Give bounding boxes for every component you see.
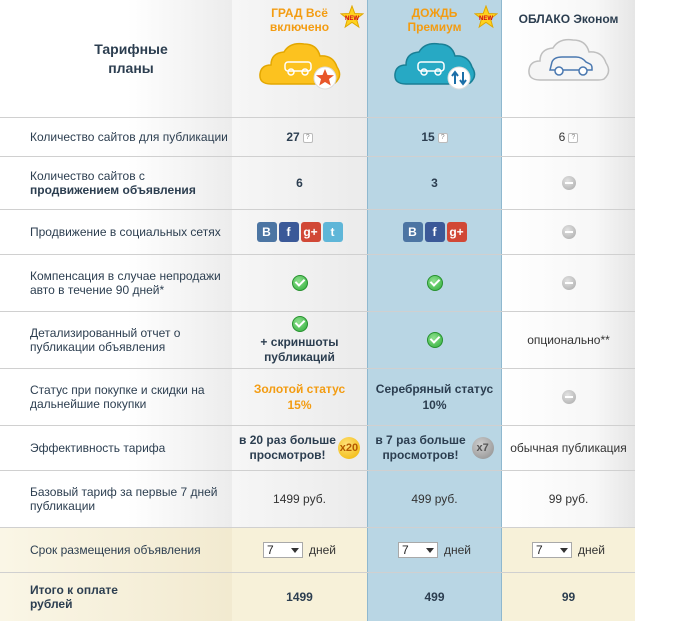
chevron-down-icon (560, 548, 568, 553)
svg-text:NEW: NEW (479, 16, 493, 22)
cell: Золотой статус 15% (232, 369, 367, 425)
cell (502, 369, 635, 425)
google-plus-icon[interactable]: g+ (301, 222, 321, 242)
vk-icon[interactable]: B (403, 222, 423, 242)
cell (232, 255, 367, 311)
table-row (0, 254, 635, 311)
cell: 3 (367, 157, 502, 209)
title-line-2: планы (108, 59, 154, 76)
table-row (0, 425, 635, 470)
facebook-icon[interactable]: f (425, 222, 445, 242)
svg-text:NEW: NEW (345, 16, 359, 22)
help-icon[interactable]: ? (438, 133, 448, 143)
cell: 6 (232, 157, 367, 209)
cell: 15 ? (367, 118, 502, 156)
table-row (0, 470, 635, 527)
header-row (0, 0, 635, 117)
cloud-car-icon (526, 34, 612, 86)
facebook-icon[interactable]: f (279, 222, 299, 242)
table-row (0, 156, 635, 209)
cloud-car-rain-icon (392, 38, 478, 90)
cell: 7 дней (502, 528, 635, 572)
check-icon (427, 332, 443, 348)
row-label: Эффективность тарифа (0, 426, 232, 470)
cell: + скриншоты публикаций (232, 312, 367, 368)
chevron-down-icon (291, 548, 299, 553)
check-icon (427, 275, 443, 291)
cell (232, 210, 367, 254)
new-star-icon (474, 5, 498, 29)
cell: в 20 раз больше просмотров! x20 (232, 426, 367, 470)
cell: 499 (367, 573, 502, 621)
cell: 6 ? (502, 118, 635, 156)
cloud-car-star-icon (257, 38, 343, 90)
row-label: Продвижение в социальных сетях (0, 210, 232, 254)
cell: 99 (502, 573, 635, 621)
cell (502, 255, 635, 311)
cell (367, 210, 502, 254)
table-row (0, 368, 635, 425)
cell: 1499 (232, 573, 367, 621)
cell: в 7 раз больше просмотров! x7 (367, 426, 502, 470)
cell: 99 руб. (502, 471, 635, 527)
check-icon (292, 316, 308, 332)
cell: 7 дней (367, 528, 502, 572)
x20-badge: x20 (338, 437, 360, 459)
minus-icon (562, 276, 576, 290)
help-icon[interactable]: ? (568, 133, 578, 143)
row-label: Количество сайтов для публикации (0, 118, 232, 156)
cell (367, 312, 502, 368)
term-select[interactable]: 7 (263, 542, 303, 558)
cell (502, 157, 635, 209)
cell: обычная публикация (502, 426, 635, 470)
cell (502, 210, 635, 254)
table-title (0, 0, 232, 117)
term-select[interactable]: 7 (532, 542, 572, 558)
check-icon (292, 275, 308, 291)
chevron-down-icon (426, 548, 434, 553)
table-row (0, 572, 635, 621)
table-row (0, 311, 635, 368)
cell: 27 ? (232, 118, 367, 156)
cell: опционально** (502, 312, 635, 368)
minus-icon (562, 390, 576, 404)
table-row (0, 527, 635, 572)
row-label: Детализированный отчет о публикации объявления (0, 312, 232, 368)
table-row (0, 209, 635, 254)
table-row (0, 117, 635, 156)
row-label: Базовый тариф за первые 7 дней публикации (0, 471, 232, 527)
cell: Серебряный статус 10% (367, 369, 502, 425)
plan-grad-header[interactable] (232, 0, 367, 117)
plan-grad-name: ГРАД Всё включено (269, 6, 330, 34)
cell: 7 дней (232, 528, 367, 572)
cell (367, 255, 502, 311)
x7-badge: x7 (472, 437, 494, 459)
title-line-1: Тарифные (94, 40, 168, 57)
minus-icon (562, 225, 576, 239)
plan-dozhd-name: ДОЖДЬ Премиум (407, 6, 462, 34)
help-icon[interactable]: ? (303, 133, 313, 143)
row-label: Итого к оплате рублей (0, 573, 232, 621)
vk-icon[interactable]: B (257, 222, 277, 242)
term-select[interactable]: 7 (398, 542, 438, 558)
cell: 499 руб. (367, 471, 502, 527)
plan-oblako-header[interactable] (502, 0, 635, 117)
google-plus-icon[interactable]: g+ (447, 222, 467, 242)
minus-icon (562, 176, 576, 190)
twitter-icon[interactable]: t (323, 222, 343, 242)
cell: 1499 руб. (232, 471, 367, 527)
row-label: Срок размещения объявления (0, 528, 232, 572)
plan-oblako-name: ОБЛАКО Эконом (518, 12, 619, 26)
row-label: Статус при покупке и скидки на дальнейшие покупки (0, 369, 232, 425)
row-label: Количество сайтов с продвижением объявления (0, 157, 232, 209)
row-label: Компенсация в случае непродажи авто в течение 90 дней* (0, 255, 232, 311)
plan-dozhd-header[interactable] (367, 0, 502, 117)
new-star-icon (340, 5, 364, 29)
